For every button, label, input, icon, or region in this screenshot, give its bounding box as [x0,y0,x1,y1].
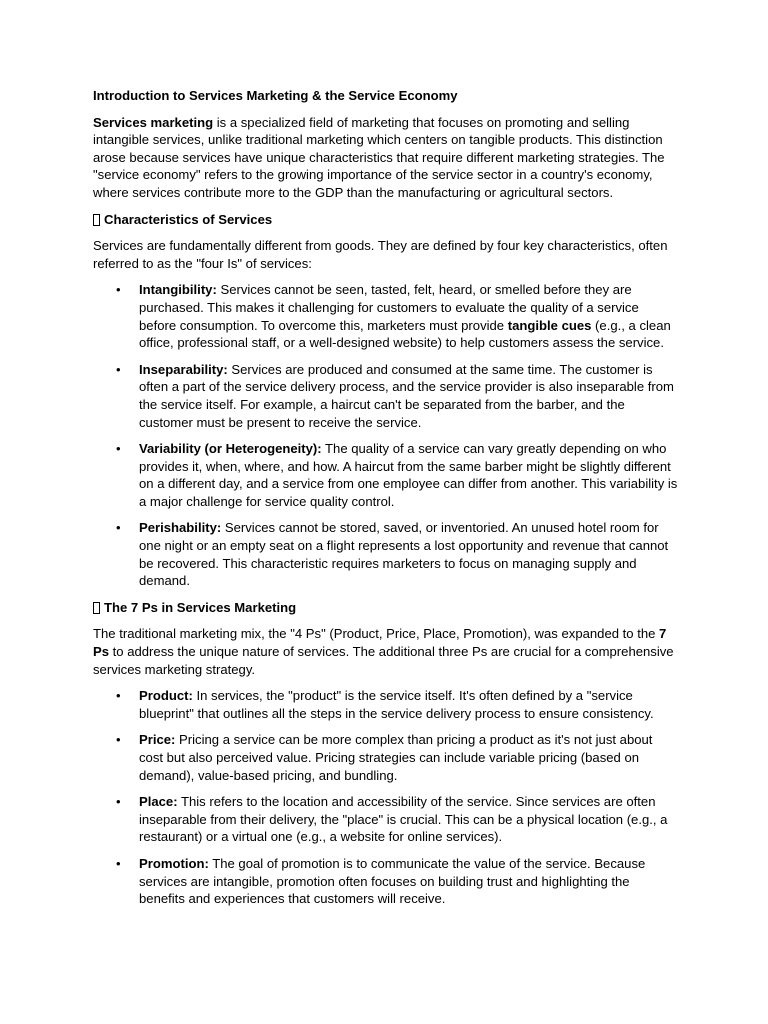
section-heading-text: The 7 Ps in Services Marketing [104,599,297,615]
list-item-text: This refers to the location and accessibility of the service. Since services are often inseparable from their delivery, the "place" is crucial. This can be a physical location (e.g., a restaurant) or a virtual one (e.g., a website for online services). [139,794,668,845]
list-item-term: Variability (or Heterogeneity): [139,441,322,457]
list-item-bold-phrase: tangible cues [507,317,592,333]
list-item-place [116,793,678,846]
bullet-icon: • [116,282,121,298]
intro-text: is a specialized field of marketing that focuses on promoting and selling intangible services, unlike traditional marketing which centers on tangible products. This distinction arose because services have unique characteristics that require different marketing strategies. The "service economy" refers to the growing importance of the service sector in a country's economy, where services contribute more to the GDP than the manufacturing or agricultural sectors. [93,114,665,200]
list-item-intangibility [116,281,678,351]
list-item-term: Perishability: [139,520,222,536]
seven-ps-list [93,687,678,908]
list-item-perishability [116,519,678,589]
bullet-icon: • [116,794,121,810]
bullet-icon: • [116,520,121,536]
list-item-text: Services cannot be seen, tasted, felt, heard, or smelled before they are purchased. This makes it challenging for customers to evaluate the quality of a service before consumption. To overcome this, marketers must provide [139,282,639,333]
list-item-text: The quality of a service can vary greatly depending on who provides it, when, where, and how. A haircut from the same barber might be slightly different on a different day, and a service from one employee can differ from another. This variability is a major challenge for service quality control. [139,441,678,509]
list-item-term: Place: [139,794,178,810]
list-item-product [116,687,678,722]
section-heading-text: Characteristics of Services [104,211,273,227]
characteristics-list [93,281,678,590]
list-item-promotion [116,855,678,908]
intro-paragraph [93,114,678,202]
bullet-icon: • [116,361,121,377]
characteristics-intro: Services are fundamentally different from goods. They are defined by four key characteristics, often referred to as the "four Is" of services: [93,238,668,271]
section-heading-characteristics [93,211,678,229]
missing-glyph-icon [93,214,100,226]
bullet-icon: • [116,732,121,748]
list-item-text: The goal of promotion is to communicate the value of the service. Because services are intangible, promotion often focuses on building trust and highlighting the benefits and experiences that customers will receive. [139,855,646,907]
seven-ps-intro-text-continued: to address the unique nature of services. The additional three Ps are crucial for a comprehensive services marketing strategy. [93,644,674,677]
list-item-text-continued: (e.g., a clean office, professional staff, or a well-designed website) to help customers assess the service. [139,317,671,351]
seven-ps-intro-text: The traditional marketing mix, the "4 Ps" (Product, Price, Place, Promotion), was expanded to the [93,626,660,642]
list-item-text: Services are produced and consumed at the same time. The customer is often a part of the service delivery process, and the service provider is also inseparable from the service itself. For example, a haircut can't be separated from the barber, and the customer must be present to receive the service. [139,361,674,430]
list-item-term: Inseparability: [139,361,228,377]
bullet-icon: • [116,441,121,457]
list-item-term: Price: [139,732,176,748]
list-item-term: Intangibility: [139,282,217,298]
list-item-term: Product: [139,688,193,704]
intro-term: Services marketing [93,114,214,130]
list-item-price [116,731,678,784]
missing-glyph-icon [93,602,100,614]
list-item-inseparability [116,361,678,431]
list-item-text: Pricing a service can be more complex than pricing a product as it's not just about cost but also perceived value. Pricing strategies can include variable pricing (based on demand), value-based pricing, and bundling. [139,732,653,783]
section-heading-7ps [93,599,678,617]
bullet-icon: • [116,688,121,704]
bullet-icon: • [116,855,121,871]
seven-ps-intro [93,625,678,678]
list-item-term: Promotion: [139,855,209,871]
document-title: Introduction to Services Marketing & the Service Economy [93,88,458,103]
list-item-variability [116,440,678,510]
list-item-text: In services, the "product" is the service itself. It's often defined by a "service blueprint" that outlines all the steps in the service delivery process to ensure consistency. [139,688,654,721]
seven-ps-bold: 7 Ps [93,626,667,660]
list-item-text: Services cannot be stored, saved, or inventoried. An unused hotel room for one night or an empty seat on a flight represents a lost opportunity and revenue that cannot be recovered. This characteristic requires marketers to focus on managing supply and demand. [139,520,669,589]
